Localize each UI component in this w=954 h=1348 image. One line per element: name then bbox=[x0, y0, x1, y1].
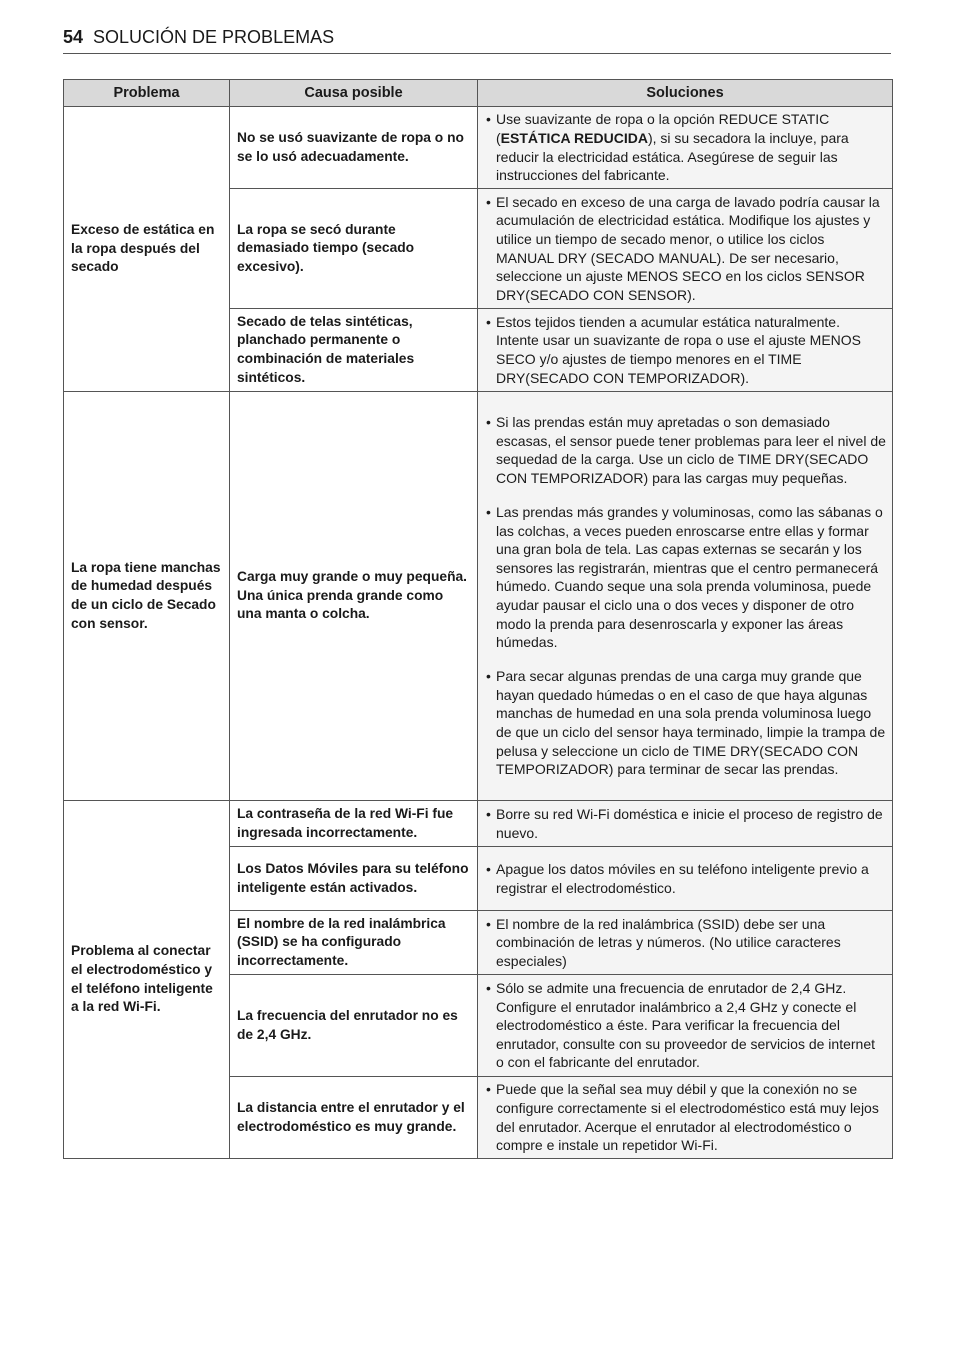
table-row bbox=[64, 107, 893, 189]
solution-item bbox=[486, 667, 886, 779]
solution-cell bbox=[478, 392, 893, 801]
bullet-icon: • bbox=[486, 668, 491, 685]
cause-cell: Secado de telas sintéticas, planchado permanente o combinación de materiales sintéticos. bbox=[230, 309, 478, 392]
column-header-solutions: Soluciones bbox=[478, 80, 893, 107]
solution-item bbox=[486, 1080, 886, 1154]
solution-text: Apague los datos móviles en su teléfono inteligente previo a registrar el electrodoméstico. bbox=[496, 860, 869, 896]
cause-cell: La contraseña de la red Wi-Fi fue ingresada incorrectamente. bbox=[230, 801, 478, 847]
cause-cell: El nombre de la red inalámbrica (SSID) se ha configurado incorrectamente. bbox=[230, 911, 478, 975]
bullet-icon: • bbox=[486, 504, 491, 521]
solution-text: Borre su red Wi-Fi doméstica e inicie el proceso de registro de nuevo. bbox=[496, 805, 883, 841]
cause-cell: Los Datos Móviles para su teléfono inteligente están activados. bbox=[230, 847, 478, 911]
solution-item bbox=[486, 805, 886, 842]
solution-text: Para secar algunas prendas de una carga muy grande que hayan quedado húmedas o en el caso de que haya algunas manchas de humedad en una sola prenda voluminosa luego de que un ciclo del sensor haya terminado, limpie la trampa de pelusa y seleccione un ciclo de TIME DRY(SECADO CON TEMPORIZADOR) para terminar de secar las prendas. bbox=[496, 668, 886, 778]
solution-cell bbox=[478, 975, 893, 1077]
bullet-icon: • bbox=[486, 860, 491, 877]
cause-cell: Carga muy grande o muy pequeña. Una única prenda grande como una manta o colcha. bbox=[230, 392, 478, 801]
troubleshooting-table bbox=[63, 79, 893, 1159]
solution-item bbox=[486, 110, 886, 184]
solution-cell bbox=[478, 801, 893, 847]
bullet-icon: • bbox=[486, 414, 491, 431]
solution-item bbox=[486, 413, 886, 487]
solution-text: Puede que la señal sea muy débil y que la conexión no se configure correctamente si el electrodoméstico está muy lejos del enrutador. Acerque el enrutador al electrodoméstico o compre e instale un repetidor Wi-Fi. bbox=[496, 1081, 879, 1154]
bullet-icon: • bbox=[486, 980, 491, 997]
bullet-icon: • bbox=[486, 805, 491, 822]
solution-text: Estos tejidos tienden a acumular estática naturalmente. Intente usar un suavizante de ropa o use el ajuste MENOS SECO y/o ajustes de tiempo menores en el TIME DRY(SECADO CON TEMPORIZADOR). bbox=[496, 313, 861, 386]
solution-text: ), si su secadora la incluye, para reducir la electricidad estática. Asegúrese de seguir las instrucciones del fabricante. bbox=[496, 129, 849, 184]
cause-cell: La frecuencia del enrutador no es de 2,4 GHz. bbox=[230, 975, 478, 1077]
solution-cell bbox=[478, 107, 893, 189]
solution-item bbox=[486, 193, 886, 305]
solution-item bbox=[486, 503, 886, 652]
table-row bbox=[64, 801, 893, 847]
bullet-icon: • bbox=[486, 313, 491, 330]
solution-item bbox=[486, 915, 886, 971]
cause-cell: La distancia entre el enrutador y el electrodoméstico es muy grande. bbox=[230, 1077, 478, 1159]
solution-text: Sólo se admite una frecuencia de enrutador de 2,4 GHz. Configure el enrutador inalámbrico a 2,4 GHz y conecte el electrodoméstico a éste. Para verificar la frecuencia del enrutador, consulte con su proveedor de servicios de internet o con el fabricante del enrutador. bbox=[496, 980, 876, 1071]
solution-item bbox=[486, 860, 886, 897]
solution-text: Use suavizante de ropa o la opción REDUCE STATIC ( bbox=[496, 111, 830, 146]
table-row bbox=[64, 392, 893, 801]
solution-cell bbox=[478, 1077, 893, 1159]
solution-text: El secado en exceso de una carga de lavado podría causar la acumulación de electricidad estática. Modifique los ajustes y utilice un tiempo de secado menor, o utilice los ciclos MANUAL DRY (SECADO MANUAL). De ser necesario, seleccione un ajuste MENOS SECO en los ciclos SENSOR DRY(SECADO CON SENSOR). bbox=[496, 193, 880, 303]
solution-text: El nombre de la red inalámbrica (SSID) debe ser una combinación de letras y números. (No utilice caracteres especiales) bbox=[496, 915, 841, 969]
bullet-icon: • bbox=[486, 111, 491, 128]
solution-cell bbox=[478, 847, 893, 911]
solution-text: Las prendas más grandes y voluminosas, como las sábanas o las colchas, a veces pueden enroscarse entre ellas y formar una gran bola de tela. Las capas externas se secarán y los sensores las registrarán, mientras que el centro permanecerá húmedo. Cuando seque una sola prenda voluminosa, puede ayudar pausar el ciclo una o dos veces y disponer de otro modo la prenda para desenroscarla y exponer las áreas húmedas. bbox=[496, 504, 883, 651]
column-header-problem: Problema bbox=[64, 80, 230, 107]
solution-cell bbox=[478, 189, 893, 309]
solution-cell bbox=[478, 911, 893, 975]
column-header-cause: Causa posible bbox=[230, 80, 478, 107]
solution-text-bold: ESTÁTICA REDUCIDA bbox=[500, 129, 648, 146]
section-title: SOLUCIÓN DE PROBLEMAS bbox=[93, 27, 335, 47]
problem-cell: La ropa tiene manchas de humedad después de un ciclo de Secado con sensor. bbox=[64, 392, 230, 801]
solution-cell bbox=[478, 309, 893, 392]
solution-item bbox=[486, 979, 886, 1072]
bullet-icon: • bbox=[486, 1081, 491, 1098]
cause-cell: No se usó suavizante de ropa o no se lo usó adecuadamente. bbox=[230, 107, 478, 189]
cause-cell: La ropa se secó durante demasiado tiempo (secado excesivo). bbox=[230, 189, 478, 309]
table-header-row bbox=[64, 80, 893, 107]
bullet-icon: • bbox=[486, 915, 491, 932]
bullet-icon: • bbox=[486, 193, 491, 210]
solution-text: Si las prendas están muy apretadas o son demasiado escasas, el sensor puede tener problemas para leer el nivel de sequedad de la carga. Use un ciclo de TIME DRY(SECADO CON TEMPORIZADOR) para las cargas muy pequeñas. bbox=[496, 414, 886, 486]
problem-cell: Exceso de estática en la ropa después del secado bbox=[64, 107, 230, 392]
page-header bbox=[63, 26, 891, 54]
solution-item bbox=[486, 313, 886, 387]
page-number: 54 bbox=[63, 27, 84, 47]
problem-cell: Problema al conectar el electrodoméstico y el teléfono inteligente a la red Wi-Fi. bbox=[64, 801, 230, 1159]
